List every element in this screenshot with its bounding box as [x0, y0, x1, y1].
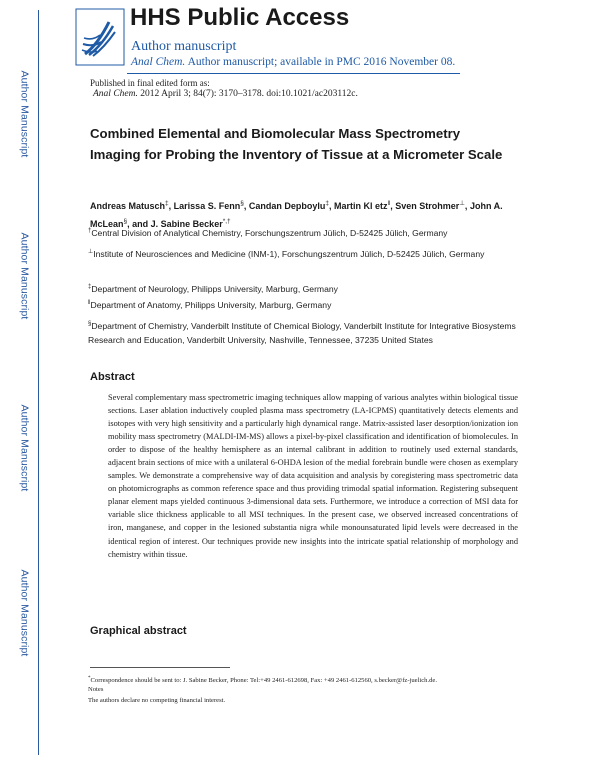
author-separator: ,	[328, 201, 334, 211]
abstract-heading: Abstract	[90, 371, 135, 383]
affiliation-text: Department of Chemistry, Vanderbilt Institute of Chemical Biology, Vanderbilt Institute for Integrative Biosystems Research and Education, Vanderbilt University, Nashville, Tennessee, 37235 United States	[88, 320, 516, 346]
hhs-title: HHS Public Access	[130, 4, 350, 31]
graphical-abstract-heading: Graphical abstract	[90, 625, 187, 637]
affiliation-mark: §	[88, 321, 92, 327]
correspondence-text: Correspondence should be sent to: J. Sabine Becker, Phone: Tel:+49 2461-612698, Fax: +49 2461-612560, s.becker@fz-juelich.de.	[90, 677, 437, 685]
affiliation-text: Institute of Neurosciences and Medicine (INM-1), Forschungszentrum Jülich, D-52425 Jülich, Germany	[93, 248, 485, 259]
side-label-text: Author Manuscript	[18, 70, 30, 158]
citation-line	[93, 89, 358, 99]
author-separator: ,	[243, 201, 249, 211]
published-label: Published in final edited form as:	[90, 78, 210, 88]
author-mark: ⊥	[459, 200, 465, 207]
availability-text: Author manuscript; available in PMC 2016 November 08.	[187, 56, 456, 68]
author-name: John A. McLean	[90, 201, 503, 229]
affiliation-2	[88, 245, 518, 261]
competing-interest-footnote: The authors declare no competing financial interest.	[88, 697, 226, 704]
availability-journal: Anal Chem.	[131, 56, 186, 68]
author-mark: ‡	[165, 200, 169, 207]
affiliation-4	[88, 296, 518, 312]
affiliation-mark: ‡	[88, 284, 92, 290]
citation-text: 2012 April 3; 84(7): 3170–3178. doi:10.1021/ac203112c.	[140, 89, 358, 99]
availability-line	[131, 56, 455, 68]
affiliation-text: Department of Anatomy, Philipps University, Marburg, Germany	[90, 299, 332, 310]
affiliation-3	[88, 280, 518, 296]
header-rule	[127, 73, 460, 74]
affiliation-mark: †	[88, 228, 92, 234]
author-name: Sven Strohmer	[395, 201, 460, 211]
affiliation-text: Central Division of Analytical Chemistry, Forschungszentrum Jülich, D-52425 Jülich, Germany	[91, 227, 448, 238]
author-mark: ‖	[387, 200, 391, 207]
hhs-eagle-logo-icon	[75, 8, 125, 66]
side-label-text: Author Manuscript	[18, 569, 30, 657]
author-mark: §	[123, 218, 128, 225]
affiliation-mark: ‖	[88, 300, 91, 306]
author-name: J. Sabine Becker	[150, 219, 223, 229]
author-name: Candan Depboylu	[248, 201, 326, 211]
footnote-mark: *	[88, 676, 91, 681]
author-separator: ,	[464, 201, 470, 211]
author-mark: *,†	[222, 218, 231, 225]
side-rule	[38, 10, 39, 755]
notes-footnote: Notes	[88, 686, 104, 693]
article-title: Combined Elemental and Biomolecular Mass Spectrometry Imaging for Probing the Inventory of Tissue at a Micrometer Scale	[90, 126, 503, 162]
side-label-4	[15, 553, 33, 673]
author-name: Martin Kl etz	[334, 201, 388, 211]
side-label-text: Author Manuscript	[18, 404, 30, 492]
author-separator: , and	[127, 219, 151, 229]
correspondence-footnote	[88, 674, 437, 685]
affiliation-mark: ⊥	[88, 249, 94, 255]
abstract-text: Several complementary mass spectrometric imaging techniques allow mapping of various analytes within biological tissue sections. Laser ablation inductively coupled plasma mass spectrometry (LA-ICPMS) quantitatively detects elements and isotopes with very high sensitivity and a particularly high dynamical range. Matrix-assisted laser desorption/ionization ion mobility mass spectrometry (MALDI-IM-MS) allows a pixel-by-pixel classification and identification of biomolecules. In order to dispose of the healthy hemisphere as an internal calibrant in addition to routinely used external standards, adjacent brain sections of mice with a unilateral 6-OHDA lesion of the medial forebrain bundle were chosen as exemplary samples. We demonstrate a comprehensive way of data acquisition and analysis by coregistering mass spectrometric data on photomicrographs as common reference space and thus providing trimodal spatial information. Registering subsequent planar element maps yielded continuous 3-dimensional data sets. Furthermore, we introduce a correction of MSI data for variable slice thickness applicable to all MSI techniques. In the present case, we observed increased concentrations of iron, manganese, and copper in the lesioned substantia nigra while monounsaturated lipid levels were decreased in the identical region of interest. Our techniques provide new insights into the intricate spatial relationship of morphology and chemistry within tissue.	[108, 393, 518, 559]
side-label-1	[15, 54, 33, 174]
author-mark: §	[240, 200, 244, 207]
author-name: Andreas Matusch	[90, 201, 166, 211]
author-separator: ,	[390, 201, 396, 211]
affiliation-text: Department of Neurology, Philipps University, Marburg, Germany	[91, 283, 338, 294]
manuscript-label: Author manuscript	[131, 39, 237, 54]
affiliation-5	[88, 317, 518, 348]
side-label-3	[15, 388, 33, 508]
author-separator: ,	[168, 201, 174, 211]
side-label-text: Author Manuscript	[18, 232, 30, 320]
side-label-2	[15, 216, 33, 336]
footnote-rule	[90, 667, 230, 668]
affiliation-1	[88, 224, 518, 240]
author-mark: ‡	[325, 200, 329, 207]
author-name: Larissa S. Fenn	[173, 201, 241, 211]
citation-journal: Anal Chem.	[93, 89, 138, 99]
